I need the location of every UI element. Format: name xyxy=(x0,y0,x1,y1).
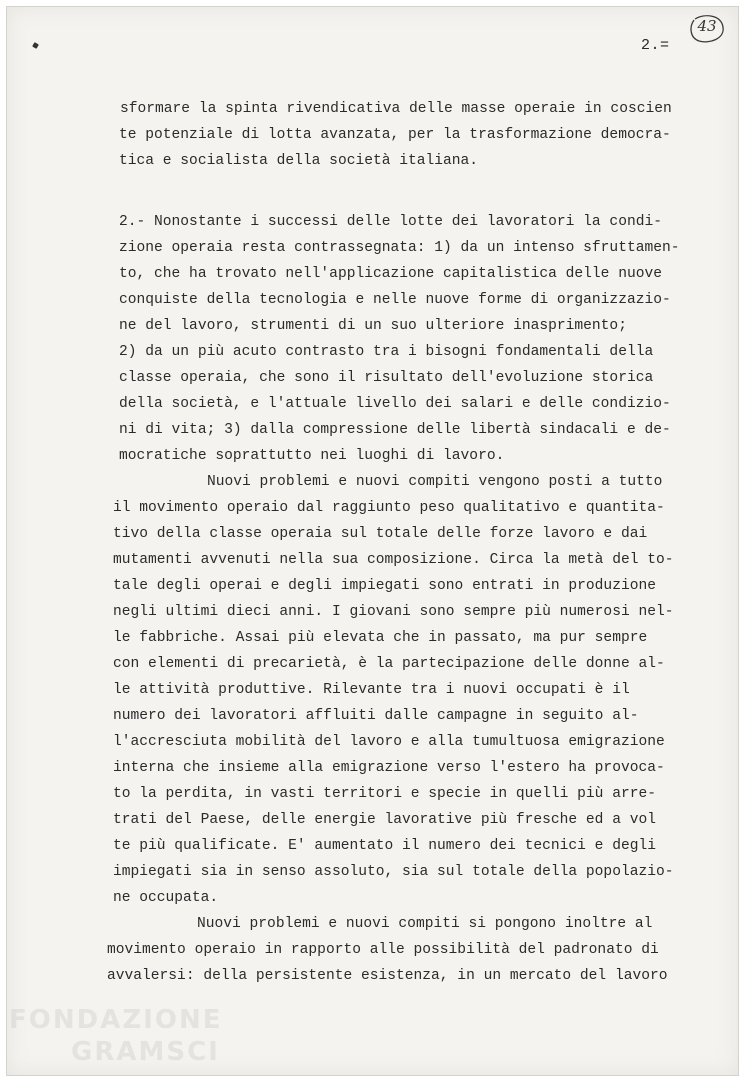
text-line: l'accresciuta mobilità del lavoro e alla tumultuosa emigrazione xyxy=(113,734,665,750)
text-line: il movimento operaio dal raggiunto peso qualitativo e quantita- xyxy=(113,500,665,516)
text-line: 2) da un più acuto contrasto tra i bisogni fondamentali della xyxy=(119,344,654,360)
text-line: te potenziale di lotta avanzata, per la trasformazione democra- xyxy=(119,127,671,143)
text-line: to, che ha trovato nell'applicazione capitalistica delle nuove xyxy=(119,266,662,282)
text-line: Nuovi problemi e nuovi compiti si pongono inoltre al xyxy=(197,916,653,932)
text-line: mocratiche soprattutto nei luoghi di lavoro. xyxy=(119,448,505,464)
archive-number-text: 43 xyxy=(697,17,717,35)
text-line: mutamenti avvenuti nella sua composizione. Circa la metà del to- xyxy=(113,552,674,568)
text-line: le attività produttive. Rilevante tra i nuovi occupati è il xyxy=(113,682,630,698)
text-line: interna che insieme alla emigrazione verso l'estero ha provoca- xyxy=(113,760,665,776)
text-line: movimento operaio in rapporto alle possibilità del padronato di xyxy=(107,942,659,958)
text-line: le fabbriche. Assai più elevata che in passato, ma pur sempre xyxy=(113,630,648,646)
text-line: della società, e l'attuale livello dei salari e delle condizio- xyxy=(119,396,671,412)
text-line: trati del Paese, delle energie lavorative più fresche ed a vol xyxy=(113,812,656,828)
page-number: 2.= xyxy=(641,37,670,54)
text-line: to la perdita, in vasti territori e specie in quelli più arre- xyxy=(113,786,656,802)
text-line: ne occupata. xyxy=(113,890,219,906)
text-line: con elementi di precarietà, è la partecipazione delle donne al- xyxy=(113,656,665,672)
watermark-line-top: FONDAZIONE xyxy=(9,1005,223,1035)
text-line: ne del lavoro, strumenti di un suo ulteriore inasprimento; xyxy=(119,318,627,334)
text-line: conquiste della tecnologia e nelle nuove forme di organizzazio- xyxy=(119,292,671,308)
text-line: impiegati sia in senso assoluto, sia sul totale della popolazio- xyxy=(113,864,674,880)
text-line: classe operaia, che sono il risultato dell'evoluzione storica xyxy=(119,370,654,386)
text-line: tica e socialista della società italiana. xyxy=(119,153,479,169)
text-line: zione operaia resta contrassegnata: 1) da un intenso sfruttamen- xyxy=(119,240,680,256)
watermark-line-bottom: GRAMSCI xyxy=(71,1037,220,1067)
text-line: 2.- Nonostante i successi delle lotte dei lavoratori la condi- xyxy=(119,214,662,230)
text-line: numero dei lavoratori affluiti dalle campagne in seguito al- xyxy=(113,708,639,724)
text-line: sformare la spinta rivendicativa delle masse operaie in coscien xyxy=(120,101,672,117)
text-line: negli ultimi dieci anni. I giovani sono sempre più numerosi nel- xyxy=(113,604,674,620)
text-line: tivo della classe operaia sul totale delle forze lavoro e dai xyxy=(113,526,648,542)
text-line: ni di vita; 3) dalla compressione delle libertà sindacali e de- xyxy=(119,422,671,438)
text-line: tale degli operai e degli impiegati sono entrati in produzione xyxy=(113,578,656,594)
text-line: Nuovi problemi e nuovi compiti vengono posti a tutto xyxy=(207,474,663,490)
document-page xyxy=(6,6,739,1076)
archive-watermark xyxy=(9,997,289,1076)
text-line: te più qualificate. E' aumentato il numero dei tecnici e degli xyxy=(113,838,656,854)
text-line: avvalersi: della persistente esistenza, in un mercato del lavoro xyxy=(107,968,668,984)
typed-body xyxy=(7,7,738,1075)
